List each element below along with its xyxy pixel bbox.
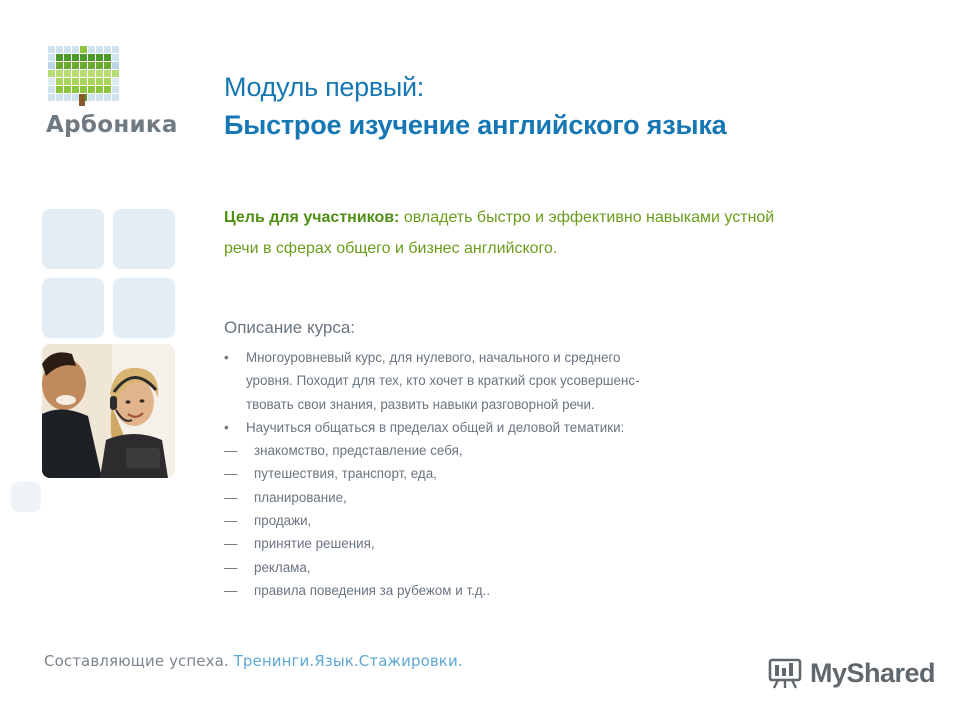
list-item bbox=[224, 462, 784, 485]
bullet-marker: • bbox=[224, 419, 229, 435]
module-title: Модуль первый: bbox=[224, 72, 424, 102]
dash-marker: — bbox=[224, 536, 238, 552]
list-item bbox=[224, 579, 784, 602]
list-item-text: Многоуровневый курс, для нулевого, начального и среднего bbox=[246, 350, 621, 365]
list-item bbox=[224, 416, 784, 439]
list-item-text: Научиться общаться в пределах общей и деловой тематики: bbox=[246, 419, 625, 435]
decorative-square bbox=[113, 278, 175, 338]
list-item-text: продажи, bbox=[254, 513, 312, 529]
dash-marker: — bbox=[224, 443, 238, 459]
dash-marker: — bbox=[224, 582, 238, 598]
list-item bbox=[224, 486, 784, 509]
goal-label: Цель для участников: bbox=[224, 209, 400, 226]
list-item bbox=[224, 369, 784, 392]
description-list bbox=[224, 346, 784, 602]
list-item-text: уровня. Походит для тех, кто хочет в краткий срок усовершенс- bbox=[246, 373, 640, 389]
footer-tagline bbox=[44, 652, 463, 670]
list-item-text: твовать свои знания, развить навыки разговорной речи. bbox=[246, 396, 595, 412]
footer-tagline-part2: Тренинги.Язык.Стажировки. bbox=[233, 652, 463, 670]
list-item bbox=[224, 532, 784, 555]
description-heading: Описание курса: bbox=[224, 318, 356, 337]
list-item bbox=[224, 556, 784, 579]
list-item bbox=[224, 346, 784, 369]
list-item-text: правила поведения за рубежом и т.д.. bbox=[254, 582, 491, 598]
tree-logo-icon bbox=[46, 44, 122, 108]
decorative-square bbox=[113, 209, 175, 269]
course-title: Быстрое изучение английского языка bbox=[224, 110, 727, 140]
list-item-text: реклама, bbox=[254, 559, 311, 575]
footer-tagline-part1: Составляющие успеха. bbox=[44, 652, 229, 670]
list-item-text: путешествия, транспорт, еда, bbox=[254, 466, 437, 482]
dash-marker: — bbox=[224, 466, 238, 482]
decorative-square bbox=[42, 278, 104, 338]
decorative-square bbox=[11, 482, 41, 512]
list-item bbox=[224, 509, 784, 532]
goal-text: овладеть быстро и эффективно навыками устной речи в сферах общего и бизнес английского. bbox=[224, 209, 775, 257]
students-photo bbox=[42, 344, 175, 478]
goal-paragraph bbox=[224, 202, 794, 264]
myshared-logo-icon bbox=[768, 656, 804, 690]
dash-marker: — bbox=[224, 489, 238, 505]
dash-marker: — bbox=[224, 513, 238, 529]
list-item-text: принятие решения, bbox=[254, 536, 375, 552]
decorative-square bbox=[42, 209, 104, 269]
dash-marker: — bbox=[224, 559, 238, 575]
myshared-text: MyShared bbox=[810, 657, 936, 688]
list-item bbox=[224, 393, 784, 416]
list-item-text: планирование, bbox=[254, 489, 347, 505]
list-item-text: знакомство, представление себя, bbox=[254, 443, 463, 459]
bullet-marker: • bbox=[224, 350, 229, 365]
logo-name: Арбоника bbox=[46, 112, 178, 138]
list-item bbox=[224, 439, 784, 462]
myshared-watermark[interactable] bbox=[768, 656, 935, 690]
